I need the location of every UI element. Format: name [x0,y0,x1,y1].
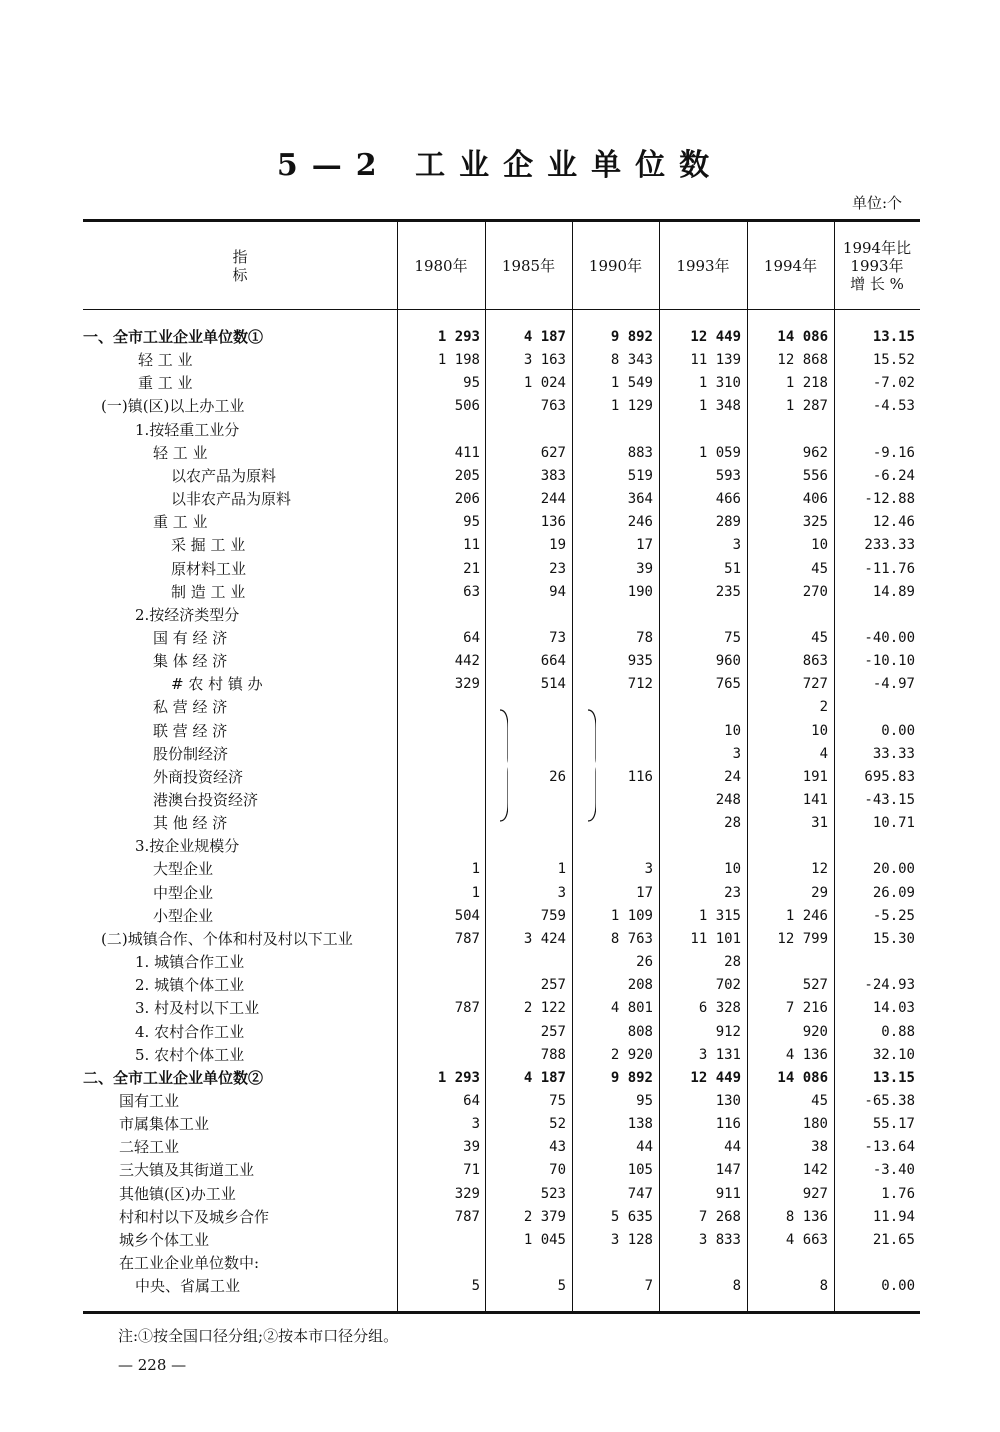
cell-value: 927 [802,1185,828,1202]
cell-value: 3 [732,537,741,554]
cell-value: 1 129 [610,398,653,415]
row-label: 原材料工业 [171,559,247,578]
cell-value: 1 [471,861,480,878]
cell-value: 411 [454,444,480,461]
cell-value: 10 [724,722,741,739]
cell-value: 787 [454,1208,480,1225]
cell-value: 12 449 [690,329,741,345]
cell-value: 1 310 [698,375,741,392]
table-row [83,1113,920,1136]
row-label: 一、全市工业企业单位数① [83,328,264,346]
cell-value: 95 [636,1092,653,1109]
table-row [83,511,920,534]
cell-value: 95 [463,375,480,392]
row-label: 3.按企业规模分 [135,837,240,856]
cell-value: 64 [463,629,480,646]
cell-value: 627 [540,444,566,461]
row-label: 1.按轻重工业分 [135,420,240,439]
cell-value: 329 [454,1185,480,1202]
row-label: 重 工 业 [138,374,193,393]
cell-value: 747 [627,1185,653,1202]
cell-value: -7.02 [872,375,915,392]
table-row [83,1136,920,1159]
cell-value: 364 [627,491,653,508]
cell-value: 935 [627,653,653,670]
cell-value: -40.00 [864,629,915,646]
cell-value: 1 287 [785,398,828,415]
cell-value: 24 [724,768,741,785]
table-row [83,1206,920,1229]
cell-value: 70 [549,1162,566,1179]
cell-value: 235 [715,583,741,600]
cell-value: 664 [540,653,566,670]
cell-value: 962 [802,444,828,461]
cell-value: 383 [540,467,566,484]
header-year-1990: 1990年 [588,256,643,275]
cell-value: 26.09 [872,884,915,901]
table-row [83,1159,920,1182]
cell-value: 1 109 [610,907,653,924]
cell-value: 51 [724,560,741,577]
cell-value: 8 343 [610,352,653,369]
cell-value: 10 [811,722,828,739]
cell-value: 28 [724,815,741,832]
cell-value: 759 [540,907,566,924]
cell-value: 4 [819,745,828,762]
cell-value: 329 [454,676,480,693]
cell-value: 0.00 [881,1278,915,1295]
row-label: 以非农产品为原料 [171,490,292,509]
table-row [83,395,920,418]
cell-value: 3 163 [523,352,566,369]
cell-value: 808 [627,1023,653,1040]
cell-value: 9 892 [610,329,653,345]
cell-value: 75 [724,629,741,646]
cell-value: 3 131 [698,1046,741,1063]
cell-value: 246 [627,514,653,531]
cell-value: 4 187 [523,329,566,345]
cell-value: 325 [802,514,828,531]
row-label: 联 营 经 济 [153,721,228,740]
row-label: 其 他 经 济 [153,814,228,833]
cell-value: -65.38 [864,1092,915,1109]
cell-value: 15.30 [872,930,915,947]
cell-value: 1 059 [698,444,741,461]
footnote: 注:①按全国口径分组;②按本市口径分组。 [118,1327,399,1345]
cell-value: 191 [802,768,828,785]
row-label: 三大镇及其街道工业 [119,1161,255,1180]
table-row [83,1021,920,1044]
cell-value: 257 [540,1023,566,1040]
cell-value: 244 [540,491,566,508]
cell-value: 2 379 [523,1208,566,1225]
cell-value: 13.15 [872,329,915,345]
cell-value: 190 [627,583,653,600]
cell-value: 912 [715,1023,741,1040]
cell-value: 506 [454,398,480,415]
cell-value: 142 [802,1162,828,1179]
cell-value: 206 [454,491,480,508]
cell-value: 39 [636,560,653,577]
row-label: 市属集体工业 [119,1115,210,1134]
table-row [83,581,920,604]
table-row [83,442,920,465]
table-row [83,858,920,881]
cell-value: 7 268 [698,1208,741,1225]
table-row [83,1044,920,1067]
cell-value: -24.93 [864,977,915,994]
table-header-rule [83,309,920,310]
table-row [83,326,920,349]
cell-value: -3.40 [872,1162,915,1179]
cell-value: 1 [557,861,566,878]
row-label: 外商投资经济 [153,767,244,786]
table-row [83,1067,920,1090]
cell-value: 2 [819,699,828,716]
cell-value: 147 [715,1162,741,1179]
cell-value: 33.33 [872,745,915,762]
cell-value: 43 [549,1139,566,1156]
cell-value: 26 [549,768,566,785]
table-row [83,419,920,442]
cell-value: 1 246 [785,907,828,924]
cell-value: 12 799 [777,930,828,947]
cell-value: 52 [549,1116,566,1133]
row-label: 国 有 经 济 [153,628,228,647]
row-label: 港澳台投资经济 [153,791,259,809]
cell-value: 1.76 [881,1185,915,1202]
cell-value: 960 [715,653,741,670]
cell-value: 863 [802,653,828,670]
cell-value: 10.71 [872,815,915,832]
cell-value: 765 [715,676,741,693]
cell-value: 788 [540,1046,566,1063]
cell-value: 8 136 [785,1208,828,1225]
row-label: 轻 工 业 [138,351,193,370]
cell-value: 8 [819,1278,828,1295]
row-label: 制 造 工 业 [171,582,246,601]
row-label: 重 工 业 [153,513,208,532]
cell-value: 2 920 [610,1046,653,1063]
cell-value: 44 [724,1139,741,1156]
cell-value: -43.15 [864,792,915,808]
header-year-1993: 1993年 [676,256,730,275]
cell-value: -11.76 [864,560,915,577]
cell-value: 11 101 [690,930,741,947]
cell-value: 289 [715,514,741,531]
cell-value: 11 [463,537,480,554]
cell-value: 12 868 [777,352,828,369]
cell-value: 205 [454,467,480,484]
cell-value: 248 [715,792,741,808]
row-label: (二)城镇合作、个体和村及村以下工业 [101,929,353,948]
bracket-1985 [498,708,508,823]
cell-value: 21 [463,560,480,577]
cell-value: 12 449 [690,1069,741,1086]
row-label: 2.按经济类型分 [135,605,240,624]
cell-value: 23 [549,560,566,577]
cell-value: 920 [802,1023,828,1040]
cell-value: 45 [811,1092,828,1109]
row-label: 3. 村及村以下工业 [135,999,260,1018]
cell-value: 9 892 [610,1069,653,1086]
cell-value: 12 [811,861,828,878]
cell-value: 3 [644,861,653,878]
cell-value: 556 [802,467,828,484]
cell-value: 130 [715,1092,741,1109]
cell-value: 19 [549,537,566,554]
row-label: 以农产品为原料 [171,466,277,485]
cell-value: 7 [644,1278,653,1295]
table-row [83,650,920,673]
cell-value: -4.97 [872,676,915,693]
cell-value: 21.65 [872,1231,915,1248]
table-row [83,465,920,488]
row-label: 城乡个体工业 [119,1230,210,1249]
header-year-1994: 1994年 [763,256,818,275]
row-label: 二、全市工业企业单位数② [83,1068,264,1087]
unit-label: 单位:个 [851,194,902,212]
row-label: 集 体 经 济 [153,652,228,671]
cell-value: 8 [732,1278,741,1295]
row-label: 中央、省属工业 [135,1277,241,1296]
cell-value: 504 [454,907,480,924]
cell-value: 442 [454,653,480,670]
cell-value: 3 833 [698,1231,741,1248]
table-bottom-rule [83,1311,920,1314]
cell-value: 44 [636,1139,653,1156]
cell-value: 31 [811,815,828,832]
cell-value: -13.64 [864,1139,915,1156]
cell-value: 10 [811,537,828,554]
cell-value: 5 [557,1278,566,1295]
row-label: 1. 城镇合作工业 [135,953,245,972]
row-label: 国有工业 [119,1091,180,1110]
cell-value: 5 635 [610,1208,653,1225]
row-label: 采 掘 工 业 [171,536,246,555]
row-label: 4. 农村合作工业 [135,1022,245,1041]
cell-value: 1 218 [785,375,828,392]
table-row [83,1090,920,1113]
cell-value: 63 [463,583,480,600]
cell-value: 3 [557,884,566,901]
row-label: 5. 农村个体工业 [135,1045,245,1064]
table-row [83,1252,920,1275]
cell-value: 883 [627,444,653,461]
row-label: (一)镇(区)以上办工业 [101,397,245,416]
cell-value: -9.16 [872,444,915,461]
cell-value: 3 [471,1116,480,1133]
cell-value: 1 024 [523,375,566,392]
cell-value: 17 [636,537,653,554]
cell-value: -6.24 [872,467,915,484]
cell-value: 23 [724,884,741,901]
cell-value: 514 [540,676,566,693]
table-row [83,558,920,581]
cell-value: 8 763 [610,930,653,947]
table-row [83,627,920,650]
cell-value: 95 [463,514,480,531]
cell-value: 695.83 [864,768,915,785]
cell-value: 3 [732,745,741,762]
cell-value: 4 136 [785,1046,828,1063]
cell-value: 10 [724,861,741,878]
cell-value: 208 [627,977,653,994]
cell-value: 105 [627,1162,653,1179]
cell-value: 4 187 [523,1069,566,1086]
row-label: 二轻工业 [119,1138,180,1157]
table-row [83,1229,920,1252]
header-indicator: 指 标 [232,247,338,284]
cell-value: 136 [540,514,566,531]
table-row [83,997,920,1020]
cell-value: 180 [802,1116,828,1133]
table-row [83,534,920,557]
cell-value: 270 [802,583,828,600]
table-row [83,905,920,928]
cell-value: 2 122 [523,1000,566,1017]
cell-value: 727 [802,676,828,693]
cell-value: 1 549 [610,375,653,392]
cell-value: 519 [627,467,653,484]
cell-value: 4 663 [785,1231,828,1248]
cell-value: 15.52 [872,352,915,369]
row-label: 村和村以下及城乡合作 [119,1207,270,1226]
cell-value: 257 [540,977,566,994]
cell-value: 32.10 [872,1046,915,1063]
cell-value: 1 045 [523,1231,566,1248]
cell-value: 13.15 [872,1069,915,1086]
cell-value: 702 [715,977,741,994]
table-row [83,974,920,997]
cell-value: -5.25 [872,907,915,924]
cell-value: 787 [454,930,480,947]
cell-value: 141 [802,792,828,808]
cell-value: 78 [636,629,653,646]
table-row [83,1183,920,1206]
table-row [83,349,920,372]
cell-value: 73 [549,629,566,646]
cell-value: 20.00 [872,861,915,878]
cell-value: 138 [627,1116,653,1133]
row-label: 私 营 经 济 [153,698,228,717]
row-label: 大型企业 [153,860,214,879]
row-label: 股份制经济 [153,744,229,763]
row-label: 小型企业 [153,906,214,925]
cell-value: 593 [715,467,741,484]
row-label: 中型企业 [153,883,214,902]
cell-value: 45 [811,560,828,577]
cell-value: 523 [540,1185,566,1202]
row-label: 2. 城镇个体工业 [135,976,245,995]
table-row [83,488,920,511]
cell-value: 4 801 [610,1000,653,1017]
cell-value: 14 086 [777,329,828,345]
cell-value: 406 [802,491,828,508]
cell-value: 1 293 [437,329,480,345]
table-row [83,673,920,696]
cell-value: -10.10 [864,653,915,670]
cell-value: 26 [636,954,653,971]
row-label: 在工业企业单位数中: [119,1254,260,1272]
table-row [83,835,920,858]
table-row [83,372,920,395]
header-year-1985: 1985年 [501,256,556,275]
cell-value: 14.03 [872,1000,915,1017]
cell-value: 45 [811,629,828,646]
cell-value: 1 348 [698,398,741,415]
cell-value: 12.46 [872,514,915,531]
cell-value: 763 [540,398,566,415]
cell-value: 712 [627,676,653,693]
cell-value: 233.33 [864,537,915,554]
cell-value: 75 [549,1092,566,1109]
table-row [83,951,920,974]
cell-value: 11 139 [690,352,741,369]
cell-value: 0.88 [881,1023,915,1040]
cell-value: 14 086 [777,1069,828,1086]
cell-value: 0.00 [881,722,915,739]
cell-value: -4.53 [872,398,915,415]
cell-value: 466 [715,491,741,508]
row-label: # 农 村 镇 办 [171,675,263,694]
header-year-1980: 1980年 [414,256,468,275]
row-label: 其他镇(区)办工业 [119,1184,236,1203]
cell-value: 17 [636,884,653,901]
cell-value: 1 198 [437,352,480,369]
cell-value: 39 [463,1139,480,1156]
cell-value: 7 216 [785,1000,828,1017]
cell-value: 3 424 [523,930,566,947]
cell-value: 787 [454,1000,480,1017]
cell-value: 55.17 [872,1116,915,1133]
cell-value: 1 315 [698,907,741,924]
cell-value: 116 [627,768,653,785]
cell-value: 116 [715,1116,741,1133]
cell-value: 38 [811,1139,828,1156]
cell-value: 527 [802,977,828,994]
cell-value: 71 [463,1162,480,1179]
cell-value: 3 128 [610,1231,653,1248]
cell-value: 6 328 [698,1000,741,1017]
table-row [83,1275,920,1298]
cell-value: 29 [811,884,828,901]
table-row [83,928,920,951]
cell-value: 64 [463,1092,480,1109]
cell-value: 28 [724,954,741,971]
cell-value: 14.89 [872,583,915,600]
cell-value: 1 [471,884,480,901]
cell-value: 94 [549,583,566,600]
cell-value: 11.94 [872,1208,915,1225]
cell-value: 1 293 [437,1069,480,1086]
page-title: 5—2 工业企业单位数 [276,148,724,183]
row-label: 轻 工 业 [153,443,208,462]
cell-value: 5 [471,1278,480,1295]
cell-value: 911 [715,1185,741,1202]
bracket-1990 [586,708,596,823]
page-number: — 228 — [118,1356,187,1374]
header-growth: 1994年比 1993年 增 长 % [842,238,912,293]
table-row [83,604,920,627]
cell-value: -12.88 [864,491,915,508]
table-row [83,882,920,905]
